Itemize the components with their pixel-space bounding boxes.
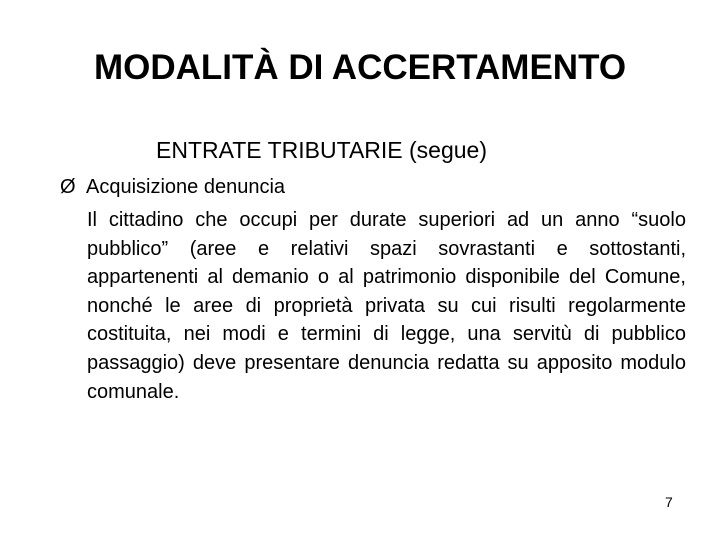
slide-title: MODALITÀ DI ACCERTAMENTO <box>93 48 627 87</box>
bullet-label: Acquisizione denuncia <box>86 176 286 198</box>
arrow-bullet-icon: Ø <box>60 176 76 198</box>
page-number: 7 <box>665 494 673 510</box>
bullet-item <box>60 175 285 199</box>
body-paragraph: Il cittadino che occupi per durate superiori ad un anno “suolo pubblico” (aree e relativi spazi sovrastanti e sottostanti, appartenenti al demanio o al patrimonio disponibile del Comune, nonché le aree di proprietà privata su cui risulti regolarmente costituita, nei modi e termini di legge, una servitù di pubblico passaggio) deve presentare denuncia redatta su apposito modulo comunale. <box>87 209 686 403</box>
slide-subtitle: ENTRATE TRIBUTARIE (segue) <box>156 137 488 163</box>
